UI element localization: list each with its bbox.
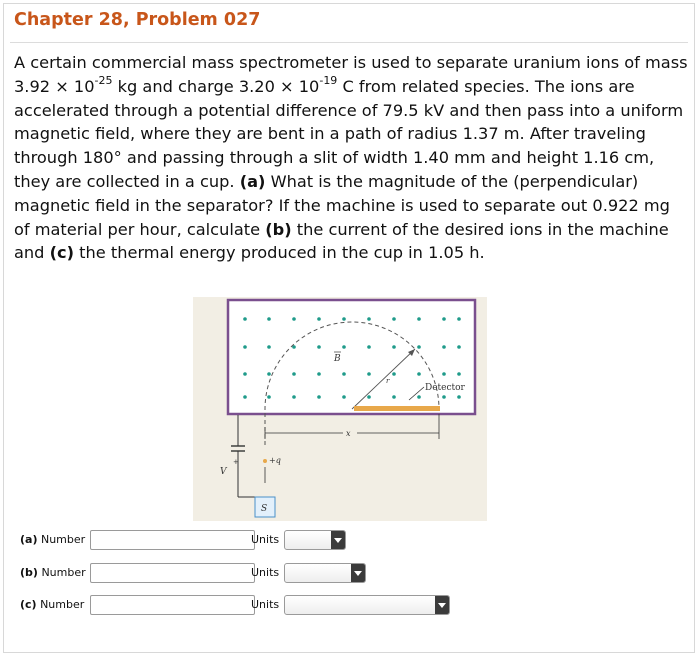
problem-text-1: A certain commercial mass spectrometer is used to separate uranium ions of mass 3.92 × 10 [14, 53, 688, 96]
answer-number-label-c: Number [40, 598, 85, 611]
units-label-b: Units [251, 566, 280, 579]
answer-number-label-a: Number [40, 533, 86, 546]
chevron-down-icon [331, 531, 345, 549]
problem-text-6: the thermal energy produced in the cup in 1.05 h. [74, 243, 485, 263]
problem-text-5: the current of the desired ions in the machine and [14, 219, 669, 263]
part-a-tag: (a) [239, 171, 266, 191]
ion-charge-dot [263, 459, 267, 463]
problem-text-2: kg and charge 3.20 × 10 [112, 76, 320, 96]
units-label-a: Units [251, 533, 280, 546]
title-divider [10, 42, 688, 43]
voltage-plus: + [233, 458, 239, 466]
answer-input-b[interactable] [90, 563, 255, 583]
answer-label-a [20, 533, 85, 546]
answer-row-a [20, 530, 460, 552]
field-label: B [334, 354, 341, 364]
charge-exponent: -19 [319, 74, 338, 88]
answer-tag-b: (b) [20, 566, 38, 579]
part-c-tag: (c) [49, 243, 75, 263]
answer-tag-a: (a) [20, 533, 38, 546]
mass-spectrometer-figure [193, 297, 487, 521]
answer-label-c [20, 598, 84, 611]
units-select-b[interactable] [284, 563, 366, 583]
problem-text-3: C from related species. The ions are accelerated through a potential difference of 79.5 kV and then pass into a uniform magnetic field, where they are bent in a path of radius 1.37 m. After traveling through 180° and passing through a slit of width 1.40 mm and height 1.16 cm, they are collected in a cup. [14, 76, 684, 191]
distance-label: x [346, 429, 351, 438]
answer-row-c [20, 595, 460, 617]
part-b-tag: (b) [265, 219, 292, 239]
detector-label: Detector [425, 383, 465, 393]
source-label: S [261, 504, 268, 514]
units-select-c[interactable] [284, 595, 450, 615]
mass-exponent: -25 [94, 74, 113, 88]
answer-input-a[interactable] [90, 530, 255, 550]
answer-tag-c: (c) [20, 598, 37, 611]
units-select-a[interactable] [284, 530, 346, 550]
voltage-label: V [220, 467, 227, 477]
chevron-down-icon [435, 596, 449, 614]
answer-input-c[interactable] [90, 595, 255, 615]
problem-text-4: What is the magnitude of the (perpendicular) magnetic field in the separator? If the machine is used to separate out 0.922 mg of material per hour, calculate [14, 171, 670, 239]
problem-statement [14, 51, 689, 265]
chevron-down-icon [351, 564, 365, 582]
answer-row-b [20, 563, 460, 585]
detector-plate [354, 406, 440, 411]
charge-label: +q [269, 456, 281, 465]
radius-label: r [386, 377, 390, 385]
units-label-c: Units [251, 598, 280, 611]
answer-label-b [20, 566, 86, 579]
answer-number-label-b: Number [41, 566, 86, 579]
page-title: Chapter 28, Problem 027 [14, 10, 261, 30]
